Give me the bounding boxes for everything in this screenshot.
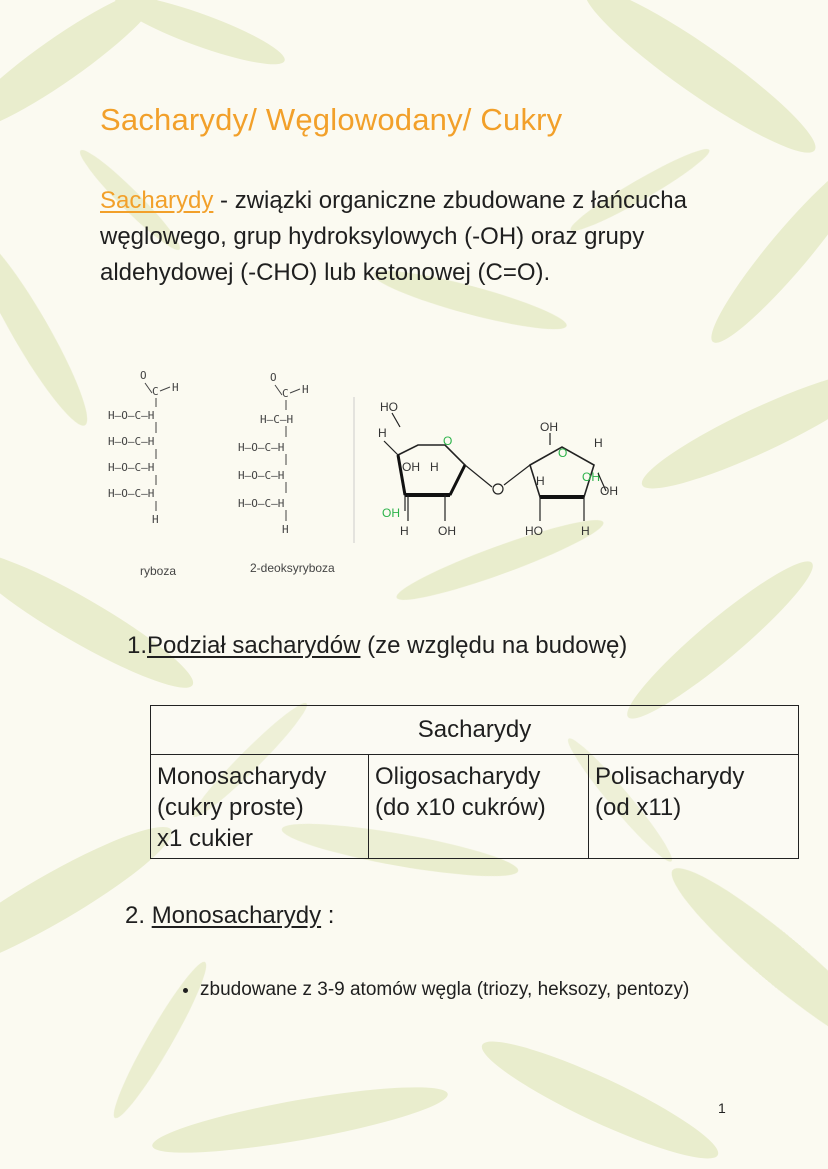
deoxyribose-structure — [238, 371, 335, 575]
svg-text:HO: HO — [525, 524, 543, 538]
cell-line: x1 cukier — [157, 825, 254, 852]
svg-text:C: C — [152, 385, 159, 398]
svg-text:OH: OH — [600, 484, 618, 498]
section-2-colon: : — [321, 902, 335, 929]
deoxyribose-label: 2-deoksyryboza — [250, 561, 335, 575]
definition-term: Sacharydy — [100, 187, 214, 214]
cell-line: (do x10 cukrów) — [375, 794, 546, 821]
cell-line: Monosacharydy — [157, 763, 327, 790]
section-1-number: 1. — [127, 632, 148, 659]
svg-text:H: H — [430, 460, 439, 474]
sucrose-haworth-structure — [354, 397, 618, 543]
table-row — [151, 755, 799, 859]
section-1-note: (ze względu na budowę) — [360, 632, 628, 659]
saccharide-classification-table — [150, 705, 799, 859]
svg-text:OH: OH — [402, 460, 420, 474]
monosaccharide-bullet-list — [172, 975, 740, 1004]
svg-text:H—O—C—H: H—O—C—H — [238, 441, 285, 454]
cell-line: (od x11) — [595, 794, 682, 821]
section-1-heading — [127, 632, 627, 660]
svg-text:H—O—C—H: H—O—C—H — [108, 409, 155, 422]
svg-text:H: H — [152, 513, 159, 526]
page-number: 1 — [718, 1100, 726, 1116]
table-cell-monosaccharides — [151, 755, 369, 859]
svg-text:H: H — [400, 524, 409, 538]
svg-text:H—O—C—H: H—O—C—H — [108, 487, 155, 500]
svg-text:O: O — [443, 434, 453, 448]
definition-paragraph — [100, 183, 740, 291]
definition-text: - związki organiczne zbudowane z łańcucha węglowego, grup hydroksylowych (-OH) oraz grupy aldehydowej (-CHO) lub ketonowej (C=O). — [100, 187, 687, 286]
svg-text:H: H — [581, 524, 590, 538]
svg-text:H: H — [302, 383, 309, 396]
cell-line: Oligosacharydy — [375, 763, 541, 790]
table-cell-oligosaccharides — [369, 755, 589, 859]
svg-text:H: H — [172, 381, 179, 394]
page-title: Sacharydy/ Węglowodany/ Cukry — [100, 102, 563, 137]
section-2-title: Monosacharydy — [151, 902, 322, 929]
section-2-heading — [125, 902, 334, 930]
svg-text:O: O — [270, 371, 277, 384]
svg-text:HO: HO — [380, 400, 398, 414]
table-header-row — [151, 706, 799, 755]
svg-text:OH: OH — [540, 420, 558, 434]
svg-text:OH: OH — [438, 524, 456, 538]
section-2-number: 2. — [125, 902, 152, 929]
cell-line: (cukry proste) — [157, 794, 304, 821]
svg-text:OH: OH — [382, 506, 400, 520]
svg-text:O: O — [140, 369, 147, 382]
svg-text:H—O—C—H: H—O—C—H — [238, 497, 285, 510]
ribose-label: ryboza — [140, 564, 177, 578]
svg-text:H—O—C—H: H—O—C—H — [108, 461, 155, 474]
ribose-structure — [108, 369, 179, 578]
svg-text:O: O — [558, 446, 568, 460]
svg-text:H: H — [536, 474, 545, 488]
svg-text:H: H — [378, 426, 387, 440]
table-cell-polysaccharides — [589, 755, 799, 859]
section-1-title: Podział sacharydów — [147, 632, 361, 659]
svg-text:H—O—C—H: H—O—C—H — [238, 469, 285, 482]
svg-text:H: H — [282, 523, 289, 536]
svg-text:OH: OH — [582, 470, 600, 484]
svg-text:H—O—C—H: H—O—C—H — [108, 435, 155, 448]
svg-text:H: H — [594, 436, 603, 450]
svg-text:H—C—H: H—C—H — [260, 413, 294, 426]
sugar-structures-figure — [100, 365, 660, 595]
cell-line: Polisacharydy — [595, 763, 745, 790]
svg-text:C: C — [282, 387, 289, 400]
list-item: • zbudowane z 3-9 atomów węgla (triozy, heksozy, pentozy) — [200, 975, 740, 1004]
table-header-cell: Sacharydy — [151, 706, 799, 755]
